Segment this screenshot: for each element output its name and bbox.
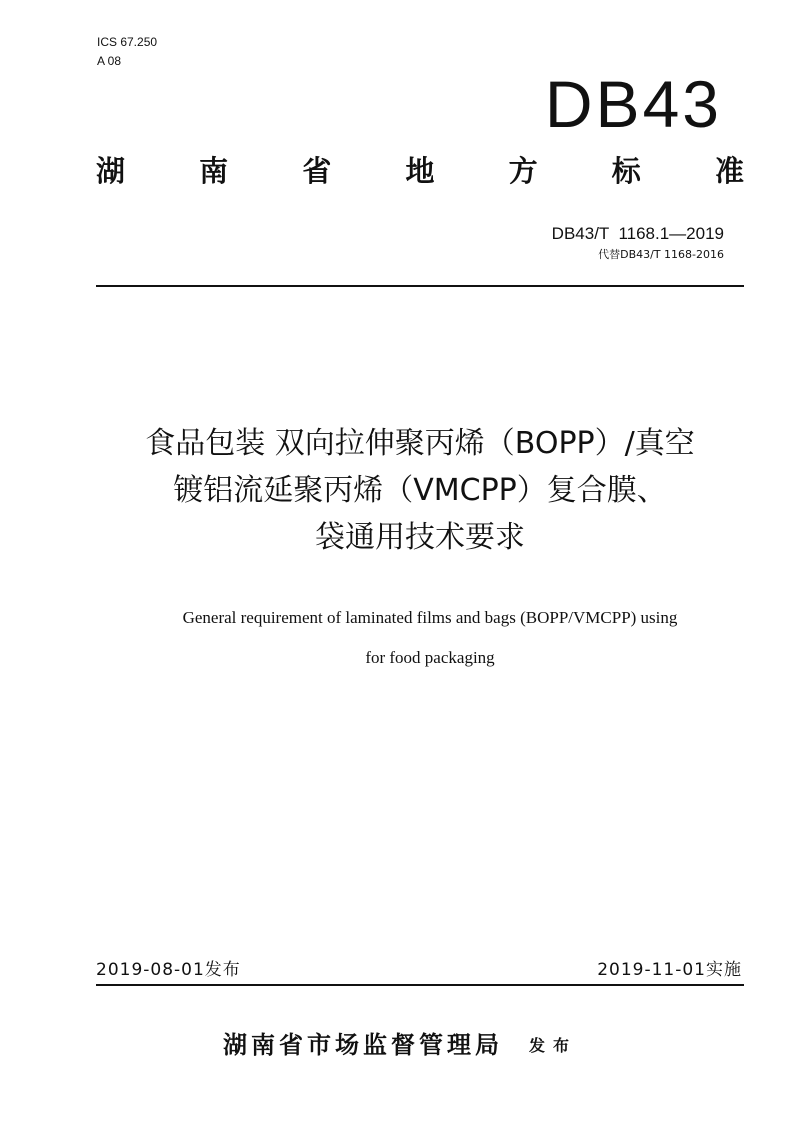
ccs-code: A 08: [97, 54, 122, 68]
title-cn-line: 袋通用技术要求: [315, 520, 525, 555]
standard-type-char: 省: [302, 154, 332, 188]
publish-date: 2019-08-01发布: [96, 960, 241, 980]
title-chinese: [60, 420, 780, 561]
standard-type-char: 准: [714, 154, 744, 188]
title-en-line: for food packaging: [365, 648, 495, 667]
standard-type-char: 地: [405, 154, 435, 188]
classification-codes: [97, 33, 157, 71]
title-cn-line: 食品包装 双向拉伸聚丙烯（BOPP）/真空: [145, 426, 695, 461]
standard-type: [96, 148, 744, 194]
ics-code: ICS 67.250: [97, 35, 158, 49]
standard-type-char: 方: [508, 154, 538, 188]
standard-number: DB43/T 1168.1—2019: [551, 224, 724, 243]
replaces-standard: 代替DB43/T 1168-2016: [598, 248, 724, 261]
implement-date: 2019-11-01实施: [597, 960, 742, 980]
standard-type-char: 湖: [96, 154, 126, 188]
title-english: [60, 598, 800, 678]
title-en-line: General requirement of laminated films and bags (BOPP/VMCPP) using: [182, 608, 678, 627]
standard-code: DB43: [544, 67, 722, 141]
standard-type-char: 标: [611, 154, 641, 188]
issuer-line: [0, 1028, 800, 1063]
header-divider: [96, 285, 744, 287]
title-cn-line: 镀铝流延聚丙烯（VMCPP）复合膜、: [173, 473, 667, 508]
standard-type-char: 南: [199, 154, 229, 188]
issue-action: 发布: [528, 1036, 577, 1055]
footer-divider: [96, 984, 744, 986]
issuer-name: 湖南省市场监督管理局: [222, 1031, 503, 1059]
